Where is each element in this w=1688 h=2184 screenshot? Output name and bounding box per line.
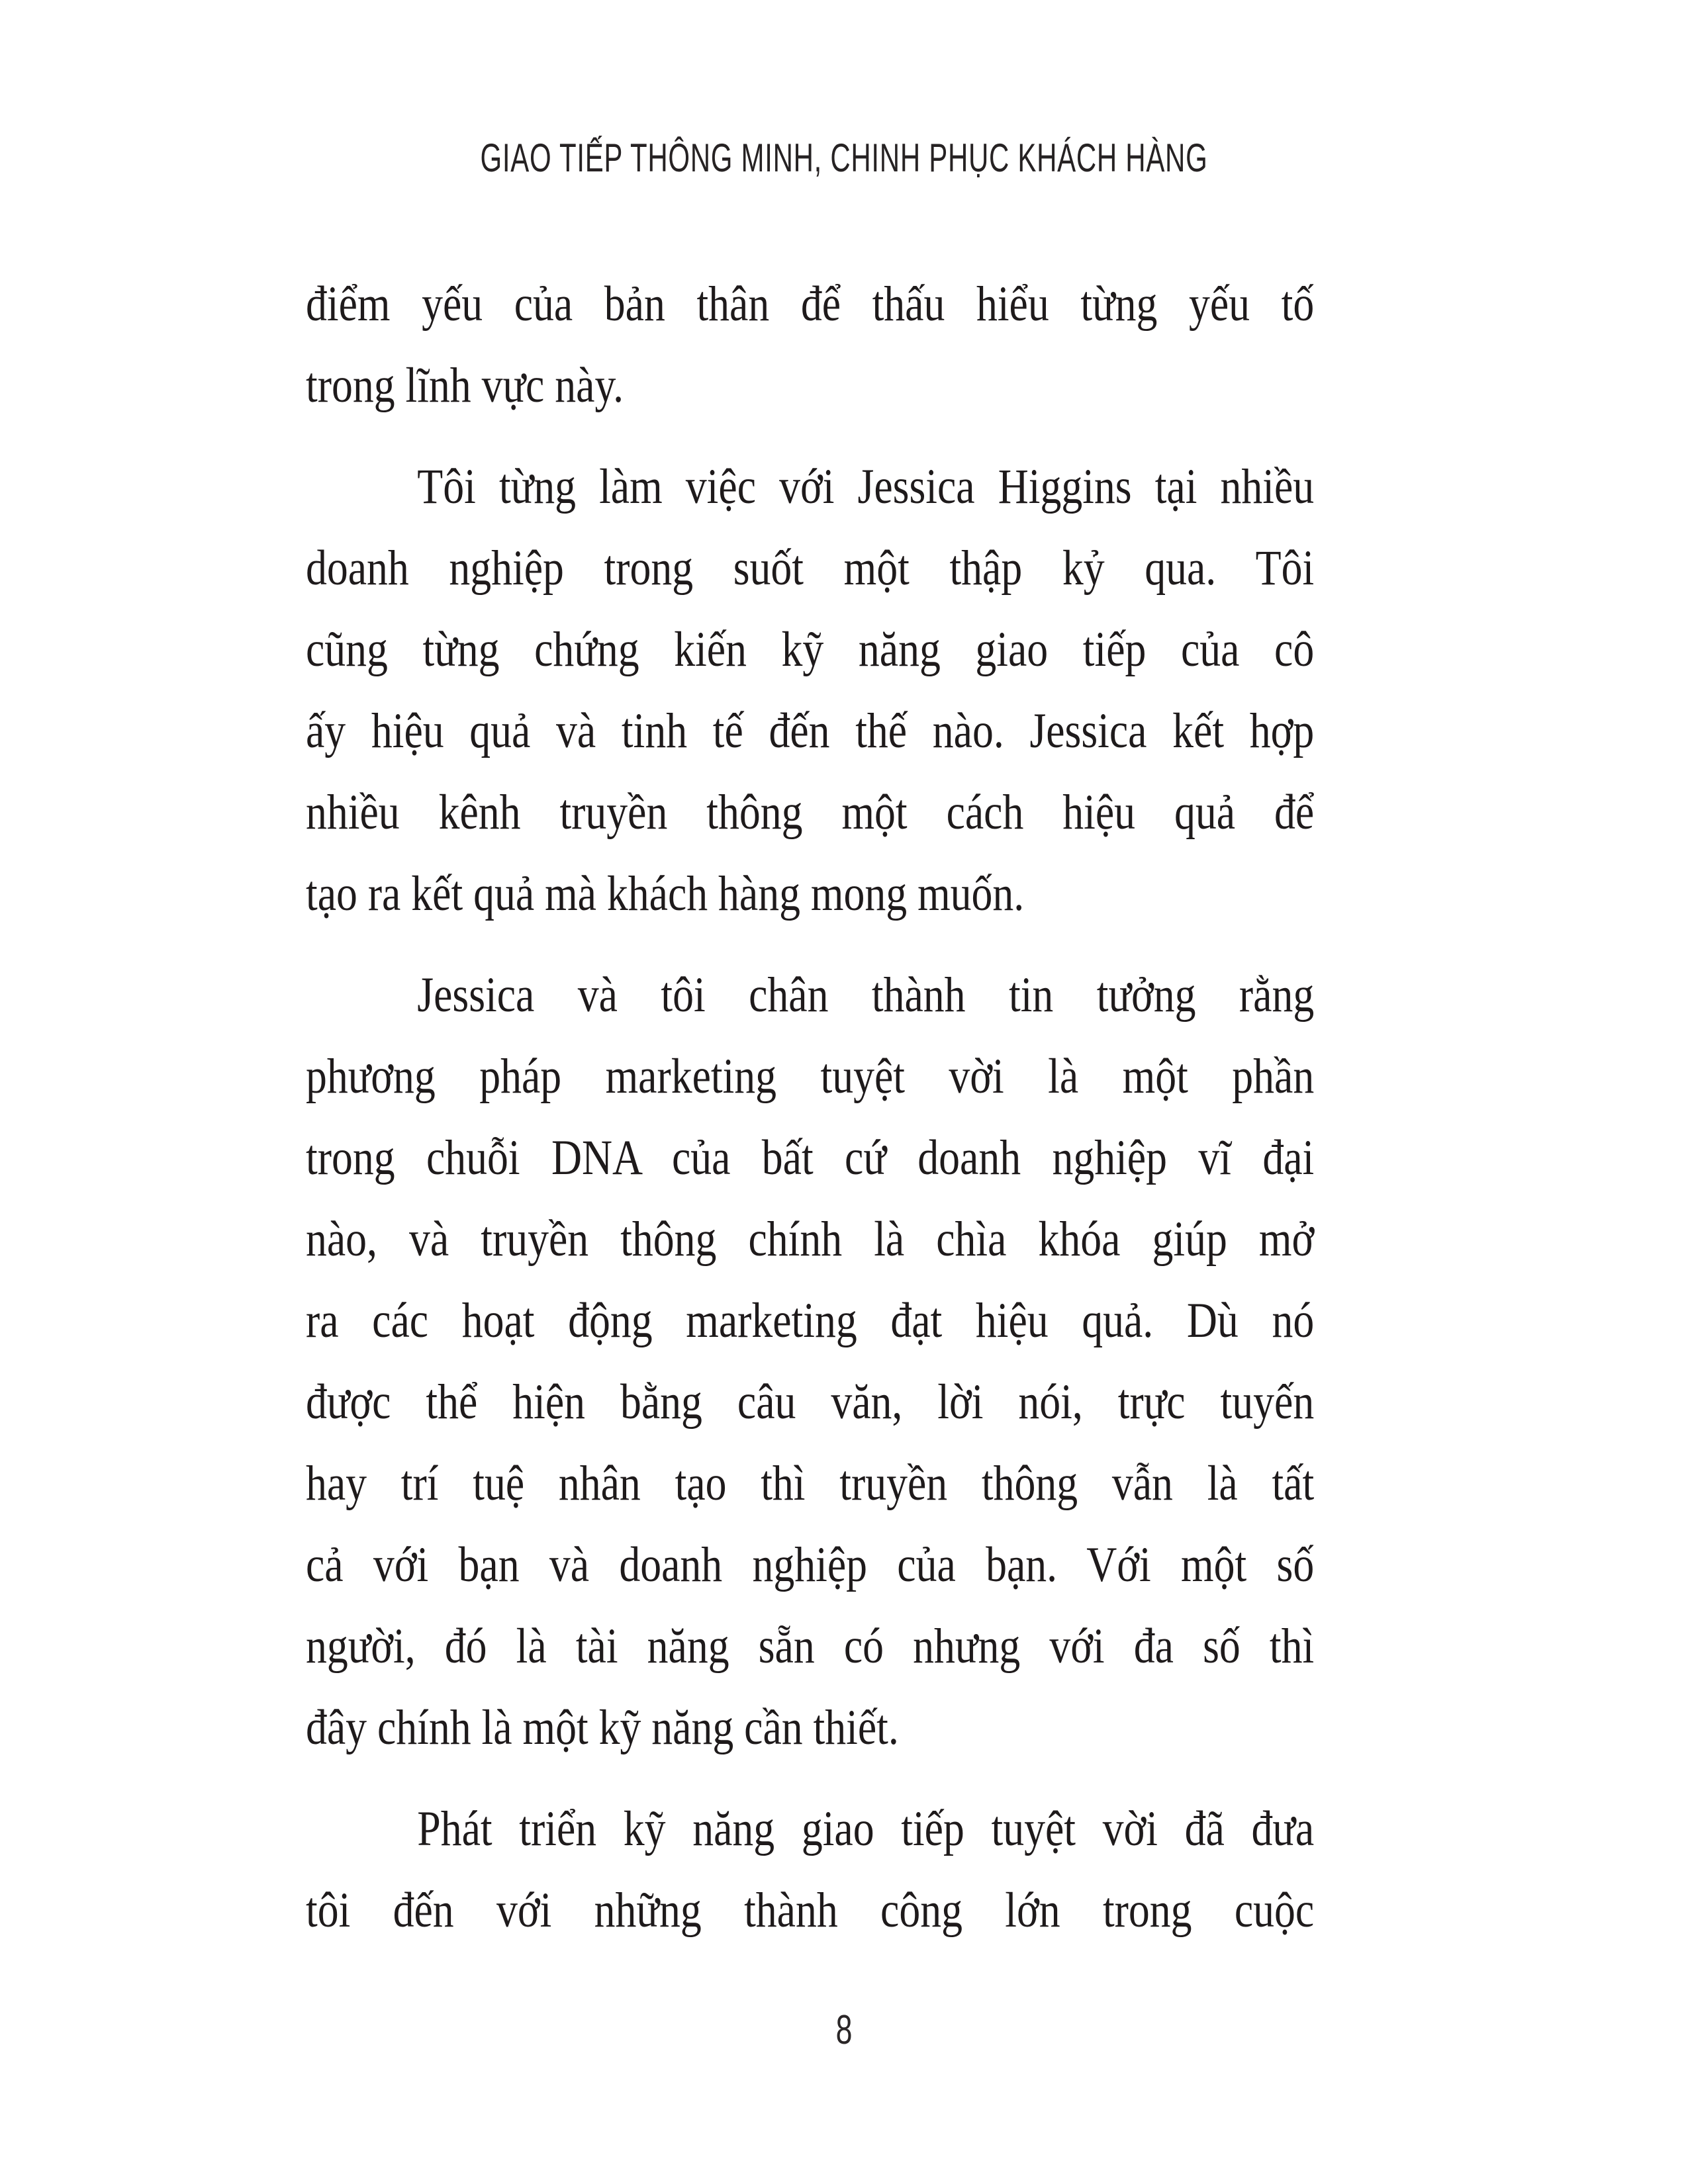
text-line: được thể hiện bằng câu văn, lời nói, trực tuyến	[306, 1375, 1315, 1430]
body-text	[306, 263, 1314, 1951]
text-line: ấy hiệu quả và tinh tế đến thế nào. Jessica kết hợp	[306, 704, 1315, 758]
text-line: Jessica và tôi chân thành tin tưởng rằng	[417, 968, 1315, 1023]
text-line: đây chính là một kỹ năng cần thiết.	[306, 1700, 899, 1755]
text-line: phương pháp marketing tuyệt vời là một phần	[306, 1049, 1315, 1104]
text-line: Phát triển kỹ năng giao tiếp tuyệt vời đã đưa	[417, 1801, 1315, 1856]
running-header-title: GIAO TIẾP THÔNG MINH, CHINH PHỤC KHÁCH HÀNG	[480, 136, 1208, 180]
text-line: nào, và truyền thông chính là chìa khóa giúp mở	[306, 1212, 1315, 1267]
paragraph	[306, 1788, 1314, 1951]
text-line: điểm yếu của bản thân để thấu hiểu từng yếu tố	[306, 277, 1315, 332]
paragraph	[306, 263, 1314, 426]
paragraph	[306, 954, 1314, 1768]
text-line: Tôi từng làm việc với Jessica Higgins tại nhiều	[417, 459, 1315, 514]
text-line: hay trí tuệ nhân tạo thì truyền thông vẫn là tất	[306, 1456, 1315, 1511]
text-line: doanh nghiệp trong suốt một thập kỷ qua. Tôi	[306, 541, 1315, 596]
text-line: nhiều kênh truyền thông một cách hiệu quả để	[306, 785, 1315, 840]
text-line: người, đó là tài năng sẵn có nhưng với đa số thì	[306, 1619, 1315, 1674]
text-line: cả với bạn và doanh nghiệp của bạn. Với một số	[306, 1537, 1315, 1592]
text-line: trong lĩnh vực này.	[306, 358, 624, 413]
text-line: tôi đến với những thành công lớn trong cuộc	[306, 1883, 1315, 1938]
paragraph	[306, 446, 1314, 934]
text-line: ra các hoạt động marketing đạt hiệu quả. Dù nó	[306, 1293, 1315, 1348]
text-line: tạo ra kết quả mà khách hàng mong muốn.	[306, 866, 1025, 921]
text-line: cũng từng chứng kiến kỹ năng giao tiếp của cô	[306, 622, 1315, 677]
running-header	[254, 138, 1435, 178]
page-number: 8	[835, 2007, 853, 2053]
text-line: trong chuỗi DNA của bất cứ doanh nghiệp vĩ đại	[306, 1130, 1315, 1185]
